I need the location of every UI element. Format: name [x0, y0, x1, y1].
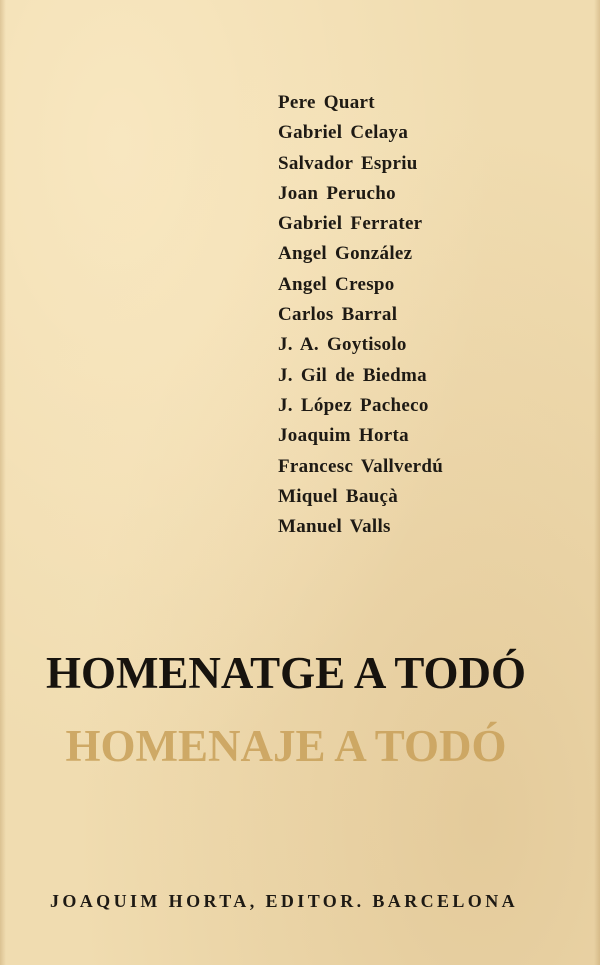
- author-name: Miquel Bauçà: [278, 485, 399, 507]
- page-edge-right: [594, 0, 600, 965]
- author-name: J. A. Goytisolo: [278, 334, 407, 356]
- author-name: Joan Perucho: [278, 182, 396, 204]
- author-name: Francesc Vallverdú: [278, 455, 444, 477]
- title-catalan: HOMENATGE A TODÓ: [45, 648, 527, 698]
- author-name: Manuel Valls: [278, 516, 391, 538]
- author-name: Joaquim Horta: [278, 425, 409, 447]
- author-name: Gabriel Celaya: [278, 122, 409, 144]
- author-name: Carlos Barral: [278, 304, 398, 326]
- author-name: Angel González: [278, 243, 413, 265]
- title-spanish: HOMENAJE A TODÓ: [65, 721, 507, 771]
- publisher-imprint: JOAQUIM HORTA, EDITOR. BARCELONA: [49, 891, 519, 911]
- author-name: J. Gil de Biedma: [278, 364, 427, 386]
- author-list: [278, 88, 443, 542]
- author-name: Angel Crespo: [278, 273, 395, 295]
- author-name: Pere Quart: [278, 92, 375, 113]
- author-name: Salvador Espriu: [278, 152, 418, 174]
- author-name: Gabriel Ferrater: [278, 213, 423, 235]
- author-name: J. López Pacheco: [278, 394, 429, 416]
- page-edge-left: [0, 0, 6, 965]
